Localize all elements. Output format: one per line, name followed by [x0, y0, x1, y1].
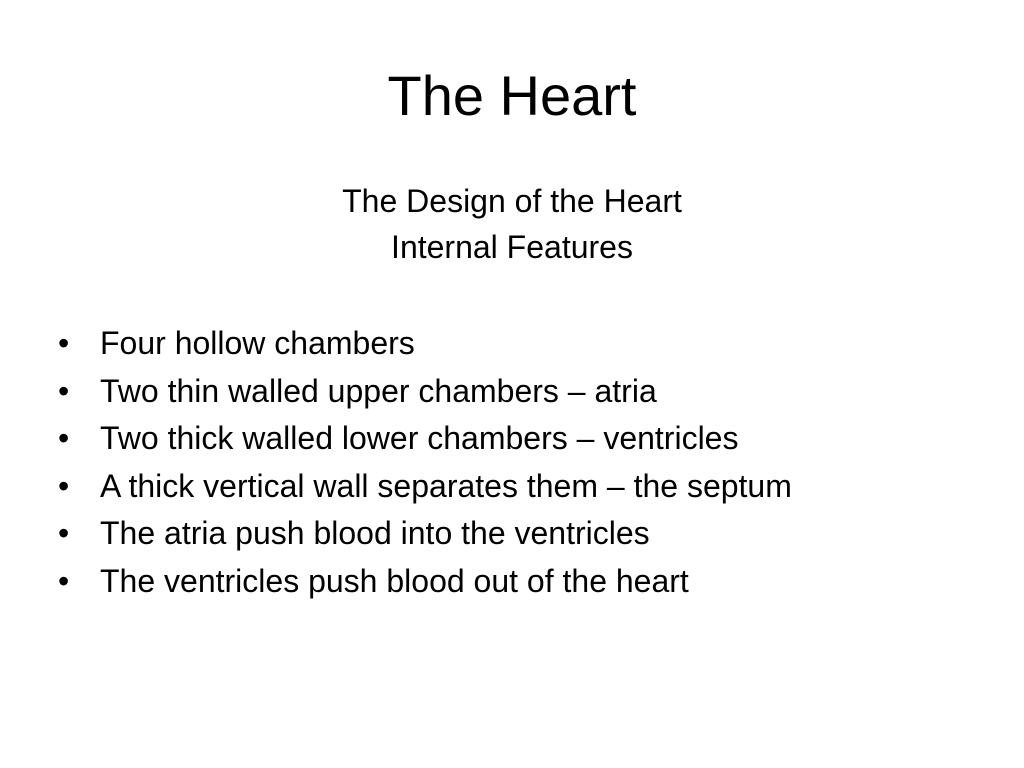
subtitle-line: The Design of the Heart — [342, 183, 682, 219]
bullet-text: The atria push blood into the ventricles — [100, 515, 650, 552]
bullet-icon: • — [58, 562, 70, 599]
bullet-text: Four hollow chambers — [100, 325, 415, 361]
bullet-item — [58, 558, 1008, 606]
slide-title: The Heart — [387, 64, 637, 127]
bullet-icon: • — [58, 420, 70, 457]
bullet-item — [58, 320, 1008, 368]
bullet-list — [58, 320, 1008, 606]
bullet-icon: • — [58, 325, 70, 361]
bullet-item — [58, 415, 1008, 463]
bullet-text: The ventricles push blood out of the heart — [100, 562, 689, 599]
bullet-item — [58, 368, 1008, 416]
bullet-item — [58, 463, 1008, 511]
bullet-icon: • — [58, 372, 70, 409]
subtitle-block — [0, 178, 1024, 270]
bullet-text: Two thick walled lower chambers – ventricles — [100, 420, 739, 457]
bullet-icon: • — [58, 467, 70, 504]
bullet-text: A thick vertical wall separates them – the septum — [100, 467, 792, 504]
bullet-icon: • — [58, 515, 70, 552]
bullet-item — [58, 510, 1008, 558]
bullet-text: Two thin walled upper chambers – atria — [100, 372, 657, 409]
subtitle-line: Internal Features — [391, 229, 633, 265]
